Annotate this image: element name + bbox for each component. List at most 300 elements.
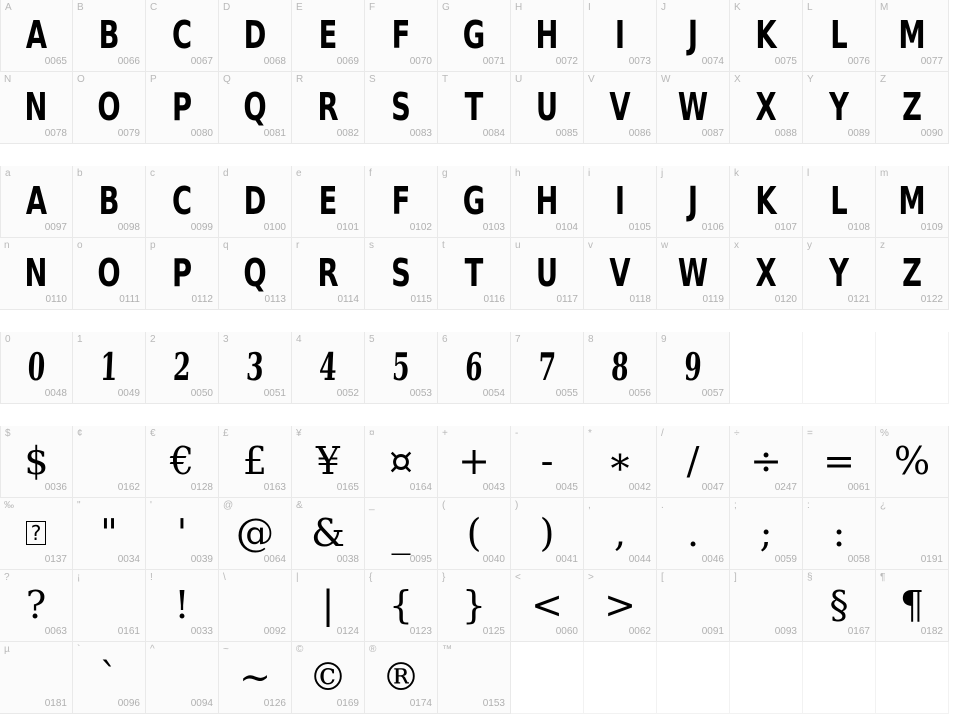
glyph-cell[interactable] xyxy=(73,332,146,404)
glyph-char-label: H xyxy=(515,2,523,13)
glyph-char-label: o xyxy=(77,240,83,251)
glyph-preview: C xyxy=(171,179,193,223)
glyph-preview: E xyxy=(318,179,338,223)
glyph-cell[interactable] xyxy=(0,570,73,642)
glyph-preview: ® xyxy=(382,655,420,699)
glyph-preview: A xyxy=(25,179,48,223)
glyph-cell[interactable] xyxy=(292,72,365,144)
glyph-preview: C xyxy=(171,13,193,57)
glyph-cell[interactable] xyxy=(730,0,803,72)
glyph-cell[interactable] xyxy=(438,166,511,238)
glyph-preview: - xyxy=(540,439,554,483)
glyph-cell[interactable] xyxy=(73,166,146,238)
glyph-block-uppercase-latin xyxy=(0,0,970,144)
glyph-cell[interactable] xyxy=(657,332,730,404)
glyph-cell[interactable] xyxy=(584,0,657,72)
glyph-preview: _ xyxy=(391,511,411,555)
glyph-cell[interactable] xyxy=(292,0,365,72)
glyph-preview: V xyxy=(609,251,631,295)
glyph-char-label: 3 xyxy=(223,334,229,345)
glyph-cell[interactable] xyxy=(0,166,73,238)
glyph-code-label: 0107 xyxy=(774,222,797,233)
glyph-cell[interactable] xyxy=(657,166,730,238)
glyph-code-label: 0073 xyxy=(628,56,651,67)
glyph-cell-empty xyxy=(803,332,876,404)
glyph-cell[interactable] xyxy=(730,238,803,310)
glyph-char-label: ) xyxy=(515,500,519,511)
glyph-code-label: 0069 xyxy=(336,56,359,67)
glyph-preview: M xyxy=(898,179,926,223)
glyph-cell[interactable] xyxy=(365,498,438,570)
glyph-cell[interactable] xyxy=(292,498,365,570)
glyph-cell[interactable] xyxy=(657,72,730,144)
glyph-cell[interactable] xyxy=(73,72,146,144)
glyph-cell[interactable] xyxy=(365,570,438,642)
glyph-char-label: & xyxy=(296,500,303,511)
glyph-char-label: q xyxy=(223,240,229,251)
glyph-cell[interactable] xyxy=(146,570,219,642)
glyph-code-label: 0118 xyxy=(629,294,651,305)
glyph-cell[interactable] xyxy=(584,498,657,570)
glyph-cell[interactable] xyxy=(146,642,219,714)
glyph-code-label: 0066 xyxy=(117,56,140,67)
glyph-code-label: 0094 xyxy=(190,698,213,709)
glyph-cell[interactable] xyxy=(803,72,876,144)
glyph-code-label: 0038 xyxy=(336,554,359,565)
glyph-cell-empty xyxy=(584,642,657,714)
glyph-cell[interactable] xyxy=(365,426,438,498)
glyph-cell[interactable] xyxy=(73,0,146,72)
glyph-cell[interactable] xyxy=(365,0,438,72)
glyph-cell[interactable] xyxy=(511,426,584,498)
glyph-code-label: 0049 xyxy=(117,388,140,399)
glyph-cell[interactable] xyxy=(219,166,292,238)
glyph-char-label: g xyxy=(442,168,448,179)
glyph-char-label: 9 xyxy=(661,334,667,345)
glyph-code-label: 0153 xyxy=(482,698,505,709)
glyph-preview: J xyxy=(687,13,699,57)
glyph-cell[interactable] xyxy=(803,570,876,642)
glyph-cell[interactable] xyxy=(657,570,730,642)
glyph-cell[interactable] xyxy=(511,166,584,238)
glyph-code-label: 0169 xyxy=(336,698,359,709)
glyph-cell-empty xyxy=(876,642,949,714)
glyph-cell[interactable] xyxy=(73,570,146,642)
glyph-preview: " xyxy=(100,511,118,555)
glyph-preview: ; xyxy=(759,511,773,555)
glyph-cell[interactable] xyxy=(511,0,584,72)
glyph-preview: T xyxy=(464,85,484,129)
glyph-code-label: 0182 xyxy=(920,626,943,637)
glyph-cell[interactable] xyxy=(219,642,292,714)
glyph-preview: U xyxy=(535,85,559,129)
glyph-char-label: 1 xyxy=(77,334,83,345)
glyph-code-label: 0123 xyxy=(409,626,432,637)
glyph-cell[interactable] xyxy=(438,0,511,72)
glyph-char-label: 6 xyxy=(442,334,448,345)
glyph-cell[interactable] xyxy=(730,166,803,238)
glyph-cell[interactable] xyxy=(73,238,146,310)
glyph-char-label: ! xyxy=(150,572,153,583)
glyph-preview: } xyxy=(461,583,487,627)
glyph-char-label: § xyxy=(807,572,813,583)
glyph-code-label: 0034 xyxy=(117,554,140,565)
glyph-cell[interactable] xyxy=(146,238,219,310)
glyph-preview: ¤ xyxy=(388,439,414,483)
glyph-char-label: p xyxy=(150,240,156,251)
glyph-cell-empty xyxy=(730,642,803,714)
glyph-cell[interactable] xyxy=(511,570,584,642)
glyph-cell[interactable] xyxy=(0,0,73,72)
glyph-preview: F xyxy=(391,179,411,223)
glyph-char-label: V xyxy=(588,74,595,85)
block-separator xyxy=(0,144,970,166)
glyph-cell[interactable] xyxy=(0,426,73,498)
glyph-cell[interactable] xyxy=(219,570,292,642)
glyph-cell[interactable] xyxy=(219,498,292,570)
glyph-cell[interactable] xyxy=(365,332,438,404)
glyph-char-label: ¡ xyxy=(77,572,81,583)
glyph-char-label: ; xyxy=(734,500,737,511)
glyph-cell[interactable] xyxy=(803,238,876,310)
glyph-cell[interactable] xyxy=(803,166,876,238)
glyph-preview xyxy=(0,650,72,704)
glyph-code-label: 0098 xyxy=(117,222,140,233)
glyph-code-label: 0064 xyxy=(263,554,286,565)
glyph-cell[interactable] xyxy=(730,498,803,570)
glyph-char-label: A xyxy=(5,2,12,13)
glyph-code-label: 0181 xyxy=(44,698,67,709)
glyph-cell[interactable] xyxy=(876,238,949,310)
notdef-box-icon: ? xyxy=(26,521,46,545)
glyph-cell[interactable] xyxy=(657,426,730,498)
glyph-cell[interactable] xyxy=(438,72,511,144)
glyph-preview: : xyxy=(832,511,846,555)
glyph-cell[interactable] xyxy=(0,498,73,570)
glyph-preview: O xyxy=(97,85,121,129)
glyph-code-label: 0039 xyxy=(190,554,213,565)
glyph-cell[interactable] xyxy=(365,238,438,310)
glyph-block-symbols-punctuation xyxy=(0,426,970,714)
glyph-char-label: Y xyxy=(807,74,814,85)
glyph-preview: ) xyxy=(539,511,555,555)
glyph-cell[interactable] xyxy=(292,570,365,642)
glyph-preview: O xyxy=(97,251,121,295)
glyph-cell[interactable] xyxy=(657,238,730,310)
glyph-code-label: 0092 xyxy=(263,626,286,637)
glyph-preview: H xyxy=(535,13,559,57)
glyph-preview: ? xyxy=(25,583,47,627)
glyph-char-label: N xyxy=(4,74,12,85)
glyph-cell[interactable] xyxy=(219,72,292,144)
glyph-char-label: z xyxy=(880,240,885,251)
glyph-code-label: 0052 xyxy=(336,388,359,399)
glyph-char-label: $ xyxy=(5,428,11,439)
glyph-cell[interactable] xyxy=(0,332,73,404)
glyph-preview: S xyxy=(391,251,411,295)
glyph-cell[interactable] xyxy=(657,0,730,72)
glyph-preview: 2 xyxy=(172,344,192,389)
glyph-code-label: 0046 xyxy=(701,554,724,565)
glyph-preview: / xyxy=(686,439,700,483)
glyph-cell[interactable] xyxy=(584,570,657,642)
glyph-code-label: 0100 xyxy=(263,222,286,233)
glyph-code-label: 0079 xyxy=(117,128,140,139)
glyph-char-label: \ xyxy=(223,572,226,583)
glyph-cell[interactable] xyxy=(438,570,511,642)
glyph-char-label: 5 xyxy=(369,334,375,345)
glyph-cell[interactable] xyxy=(511,332,584,404)
glyph-preview: ∗ xyxy=(607,439,633,483)
glyph-preview xyxy=(0,506,72,560)
glyph-code-label: 0040 xyxy=(482,554,505,565)
glyph-cell[interactable] xyxy=(438,426,511,498)
glyph-cell[interactable] xyxy=(876,426,949,498)
glyph-code-label: 0128 xyxy=(190,482,213,493)
glyph-code-label: 0054 xyxy=(482,388,505,399)
glyph-code-label: 0061 xyxy=(847,482,870,493)
glyph-cell[interactable] xyxy=(730,570,803,642)
glyph-cell[interactable] xyxy=(438,642,511,714)
glyph-cell[interactable] xyxy=(803,0,876,72)
glyph-code-label: 0091 xyxy=(701,626,724,637)
glyph-preview: $ xyxy=(24,439,49,483)
glyph-cell[interactable] xyxy=(511,498,584,570)
glyph-cell[interactable] xyxy=(876,0,949,72)
glyph-code-label: 0044 xyxy=(628,554,651,565)
glyph-char-label: [ xyxy=(661,572,664,583)
glyph-preview xyxy=(146,650,218,704)
glyph-char-label: n xyxy=(4,240,10,251)
glyph-cell[interactable] xyxy=(438,238,511,310)
glyph-char-label: K xyxy=(734,2,741,13)
glyph-cell[interactable] xyxy=(146,332,219,404)
glyph-code-label: 0093 xyxy=(774,626,797,637)
glyph-preview: V xyxy=(609,85,631,129)
glyph-cell[interactable] xyxy=(876,570,949,642)
glyph-preview: Q xyxy=(243,251,267,295)
glyph-code-label: 0161 xyxy=(117,626,140,637)
glyph-code-label: 0167 xyxy=(847,626,870,637)
glyph-char-label: D xyxy=(223,2,231,13)
glyph-cell[interactable] xyxy=(146,72,219,144)
glyph-cell[interactable] xyxy=(73,642,146,714)
glyph-cell[interactable] xyxy=(0,642,73,714)
glyph-char-label: µ xyxy=(4,644,10,655)
glyph-preview: ¥ xyxy=(315,439,341,483)
glyph-preview: M xyxy=(898,13,926,57)
glyph-preview: B xyxy=(98,13,120,57)
glyph-char-label: 7 xyxy=(515,334,521,345)
glyph-preview: X xyxy=(755,85,777,129)
glyph-char-label: - xyxy=(515,428,519,439)
glyph-preview: Q xyxy=(243,85,267,129)
glyph-cell[interactable] xyxy=(219,332,292,404)
glyph-char-label: ÷ xyxy=(734,428,740,439)
glyph-code-label: 0099 xyxy=(190,222,213,233)
glyph-preview: H xyxy=(535,179,559,223)
glyph-preview: X xyxy=(755,251,777,295)
glyph-cell[interactable] xyxy=(292,426,365,498)
glyph-cell[interactable] xyxy=(511,238,584,310)
glyph-cell[interactable] xyxy=(730,426,803,498)
glyph-cell[interactable] xyxy=(365,642,438,714)
glyph-char-label: | xyxy=(296,572,299,583)
glyph-code-label: 0065 xyxy=(44,56,67,67)
glyph-preview: A xyxy=(25,13,48,57)
glyph-preview: ( xyxy=(466,511,482,555)
glyph-char-label: + xyxy=(442,428,448,439)
glyph-char-label: j xyxy=(661,168,664,179)
glyph-char-label: ¤ xyxy=(369,428,375,439)
glyph-cell[interactable] xyxy=(219,238,292,310)
glyph-char-label: 2 xyxy=(150,334,156,345)
glyph-cell[interactable] xyxy=(146,498,219,570)
glyph-cell[interactable] xyxy=(292,166,365,238)
glyph-char-label: ‰ xyxy=(4,500,14,511)
glyph-cell[interactable] xyxy=(657,498,730,570)
glyph-cell[interactable] xyxy=(511,72,584,144)
glyph-char-label: £ xyxy=(223,428,229,439)
glyph-code-label: 0076 xyxy=(847,56,870,67)
glyph-preview: K xyxy=(755,179,777,223)
glyph-char-label: < xyxy=(515,572,521,583)
glyph-cell[interactable] xyxy=(876,498,949,570)
glyph-code-label: 0051 xyxy=(263,388,286,399)
glyph-char-label: ` xyxy=(77,644,81,655)
glyph-code-label: 0062 xyxy=(628,626,651,637)
glyph-char-label: _ xyxy=(369,500,375,511)
glyph-cell[interactable] xyxy=(584,426,657,498)
glyph-char-label: ¿ xyxy=(880,500,887,511)
block-separator xyxy=(0,310,970,332)
glyph-char-label: } xyxy=(442,572,446,583)
glyph-code-label: 0104 xyxy=(555,222,578,233)
glyph-cell[interactable] xyxy=(146,166,219,238)
glyph-cell[interactable] xyxy=(730,72,803,144)
glyph-char-label: y xyxy=(807,240,812,251)
glyph-cell[interactable] xyxy=(365,166,438,238)
glyph-cell[interactable] xyxy=(73,426,146,498)
glyph-code-label: 0125 xyxy=(482,626,505,637)
glyph-char-label: O xyxy=(77,74,85,85)
glyph-cell[interactable] xyxy=(438,498,511,570)
glyph-char-label: { xyxy=(369,572,373,583)
glyph-char-label: i xyxy=(588,168,591,179)
glyph-char-label: Z xyxy=(880,74,887,85)
glyph-char-label: h xyxy=(515,168,521,179)
glyph-preview: I xyxy=(614,179,626,223)
glyph-cell[interactable] xyxy=(584,166,657,238)
glyph-preview: 5 xyxy=(391,344,411,389)
glyph-char-label: r xyxy=(296,240,300,251)
glyph-cell[interactable] xyxy=(0,72,73,144)
glyph-code-label: 0057 xyxy=(701,388,724,399)
glyph-code-label: 0072 xyxy=(555,56,578,67)
glyph-code-label: 0165 xyxy=(336,482,359,493)
glyph-cell[interactable] xyxy=(146,426,219,498)
glyph-code-label: 0164 xyxy=(409,482,432,493)
glyph-preview: W xyxy=(677,251,709,295)
glyph-cell[interactable] xyxy=(292,238,365,310)
glyph-cell[interactable] xyxy=(584,238,657,310)
glyph-preview: { xyxy=(388,583,414,627)
glyph-preview: ÷ xyxy=(750,439,782,483)
glyph-cell[interactable] xyxy=(292,642,365,714)
glyph-code-label: 0191 xyxy=(920,554,943,565)
glyph-code-label: 0068 xyxy=(263,56,286,67)
glyph-code-label: 0089 xyxy=(847,128,870,139)
glyph-code-label: 0120 xyxy=(774,294,797,305)
glyph-code-label: 0174 xyxy=(409,698,432,709)
glyph-cell[interactable] xyxy=(584,332,657,404)
glyph-preview: E xyxy=(318,13,338,57)
glyph-code-label: 0042 xyxy=(628,482,651,493)
glyph-char-label: E xyxy=(296,2,303,13)
glyph-char-label: u xyxy=(515,240,521,251)
glyph-char-label: w xyxy=(661,240,669,251)
glyph-char-label: e xyxy=(296,168,302,179)
glyph-char-label: I xyxy=(588,2,591,13)
glyph-preview: . xyxy=(686,511,700,555)
glyph-preview xyxy=(73,578,145,632)
glyph-char-label: c xyxy=(150,168,155,179)
glyph-code-label: 0105 xyxy=(628,222,651,233)
glyph-code-label: 0036 xyxy=(44,482,67,493)
glyph-preview: J xyxy=(687,179,699,223)
glyph-cell-empty xyxy=(511,642,584,714)
glyph-code-label: 0126 xyxy=(263,698,286,709)
glyph-preview: L xyxy=(830,179,848,223)
glyph-cell[interactable] xyxy=(73,498,146,570)
glyph-code-label: 0060 xyxy=(555,626,578,637)
glyph-char-label: 8 xyxy=(588,334,594,345)
glyph-char-label: : xyxy=(807,500,810,511)
glyph-cell[interactable] xyxy=(365,72,438,144)
glyph-code-label: 0078 xyxy=(44,128,67,139)
glyph-cell[interactable] xyxy=(219,426,292,498)
glyph-preview: D xyxy=(243,179,267,223)
glyph-cell[interactable] xyxy=(803,498,876,570)
glyph-preview: 3 xyxy=(245,344,265,389)
glyph-cell[interactable] xyxy=(803,426,876,498)
glyph-cell[interactable] xyxy=(219,0,292,72)
glyph-code-label: 0116 xyxy=(483,294,505,305)
glyph-code-label: 0047 xyxy=(701,482,724,493)
glyph-cell[interactable] xyxy=(438,332,511,404)
glyph-cell[interactable] xyxy=(876,166,949,238)
glyph-char-label: . xyxy=(661,500,664,511)
glyph-cell[interactable] xyxy=(0,238,73,310)
glyph-char-label: k xyxy=(734,168,739,179)
glyph-preview: G xyxy=(462,13,486,57)
glyph-code-label: 0080 xyxy=(190,128,213,139)
glyph-code-label: 0088 xyxy=(774,128,797,139)
glyph-code-label: 0043 xyxy=(482,482,505,493)
glyph-char-label: Q xyxy=(223,74,231,85)
glyph-cell[interactable] xyxy=(292,332,365,404)
glyph-code-label: 0162 xyxy=(117,482,140,493)
glyph-cell[interactable] xyxy=(876,72,949,144)
glyph-preview: 9 xyxy=(683,344,703,389)
glyph-preview: = xyxy=(823,439,855,483)
block-separator xyxy=(0,404,970,426)
glyph-cell[interactable] xyxy=(584,72,657,144)
glyph-preview: U xyxy=(535,251,559,295)
glyph-char-label: X xyxy=(734,74,741,85)
glyph-char-label: b xyxy=(77,168,83,179)
glyph-cell[interactable] xyxy=(146,0,219,72)
